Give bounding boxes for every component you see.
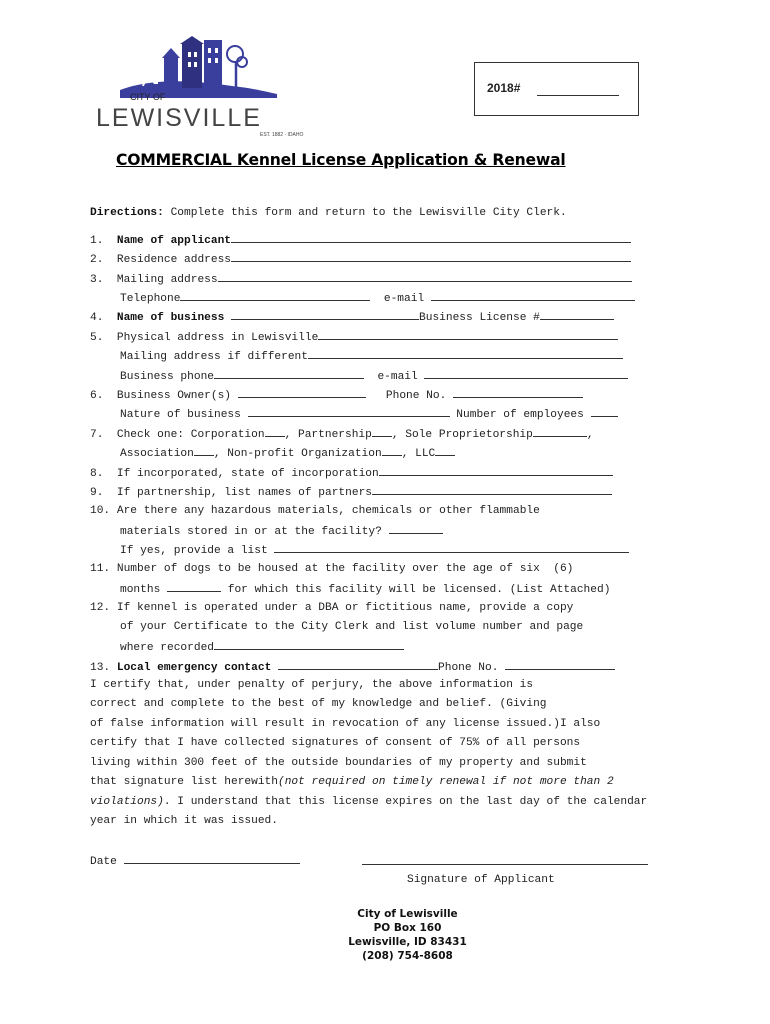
year-box [474,62,639,116]
certify-line-3: of false information will result in revocation of any license issued.)I also [90,718,601,730]
city-logo [92,34,322,138]
certify-line-5: living within 300 feet of the outside boundaries of my property and submit [90,757,587,769]
nature-row: Nature of business Number of employees [120,404,618,425]
item-3: 3. Mailing address [90,269,632,290]
signature-field[interactable] [362,852,648,865]
hazard-list-field[interactable] [274,540,629,553]
corporation-check[interactable] [265,424,285,437]
logo-city-of: CITY OF [130,92,166,102]
item-8: 8. If incorporated, state of incorporation [90,463,613,484]
item-1: 1. Name of applicant [90,230,631,251]
dogs-count-field[interactable] [167,579,221,592]
business-phone-field[interactable] [214,366,364,379]
dba-recorded-field[interactable] [214,637,404,650]
telephone-row: Telephone e-mail [120,288,635,309]
item-5: 5. Physical address in Lewisville [90,327,618,348]
item-7-cont: Association , Non-profit Organization , LLC [120,443,455,464]
item-7: 7. Check one: Corporation , Partnership , Sole Proprietorship , [90,424,594,445]
directions: Directions: Complete this form and return to the Lewisville City Clerk. [90,207,567,219]
partnership-check[interactable] [372,424,392,437]
nature-field[interactable] [248,404,450,417]
form-title: COMMERCIAL Kennel License Application & Renewal [116,151,566,169]
item-12-cont: of your Certificate to the City Clerk and list volume number and page [120,621,584,633]
date-row: Date [90,851,300,872]
item-12-recorded: where recorded [120,637,404,658]
logo-name: LEWISVILLE [96,104,262,132]
business-phone-row: Business phone e-mail [120,366,628,387]
item-2: 2. Residence address [90,249,631,270]
item-10-cont: materials stored in or at the facility? [120,521,443,542]
year-number-field[interactable] [537,95,619,96]
item-9: 9. If partnership, list names of partners [90,482,612,503]
partners-field[interactable] [372,482,612,495]
emergency-phone-field[interactable] [505,657,615,670]
mailing-diff-row: Mailing address if different [120,346,623,367]
certify-line-2: correct and complete to the best of my knowledge and belief. (Giving [90,698,547,710]
footer-phone: (208) 754-8608 [362,950,453,962]
item-6: 6. Business Owner(s) Phone No. [90,385,583,406]
business-owners-field[interactable] [238,385,366,398]
item-10-list: If yes, provide a list [120,540,629,561]
year-label: 2018# [487,81,521,95]
sole-proprietorship-check[interactable] [533,424,587,437]
state-incorporation-field[interactable] [379,463,613,476]
footer-name: City of Lewisville [357,908,458,920]
hazard-answer-field[interactable] [389,521,443,534]
physical-address-field[interactable] [318,327,618,340]
certify-line-8: year in which it was issued. [90,815,278,827]
footer-box: PO Box 160 [373,922,442,934]
nonprofit-check[interactable] [382,443,402,456]
date-field[interactable] [124,851,300,864]
certify-line-4: certify that I have collected signatures of consent of 75% of all persons [90,737,581,749]
association-check[interactable] [194,443,214,456]
residence-address-field[interactable] [231,249,631,262]
item-11-cont: months for which this facility will be licensed. (List Attached) [120,579,610,600]
employees-field[interactable] [591,404,618,417]
item-11: 11. Number of dogs to be housed at the facility over the age of six (6) [90,563,574,575]
business-license-field[interactable] [540,307,614,320]
mailing-diff-field[interactable] [308,346,623,359]
applicant-name-field[interactable] [231,230,631,243]
logo-est: EST. 1882 · IDAHO [260,132,304,138]
item-4: 4. Name of business Business License # [90,307,614,328]
certify-line-6: that signature list herewith(not required on timely renewal if not more than 2 [90,776,614,788]
llc-check[interactable] [435,443,455,456]
footer-city: Lewisville, ID 83431 [348,936,467,948]
telephone-field[interactable] [180,288,370,301]
item-12: 12. If kennel is operated under a DBA or fictitious name, provide a copy [90,602,574,614]
item-13: 13. Local emergency contact Phone No. [90,657,615,678]
business-name-field[interactable] [231,307,419,320]
item-10: 10. Are there any hazardous materials, chemicals or other flammable [90,505,540,517]
mailing-address-field[interactable] [218,269,632,282]
business-email-field[interactable] [424,366,628,379]
owner-phone-field[interactable] [453,385,583,398]
email-field[interactable] [431,288,635,301]
signature-label: Signature of Applicant [407,874,555,886]
certify-line-1: I certify that, under penalty of perjury, the above information is [90,679,534,691]
certify-line-7: violations). I understand that this license expires on the last day of the calendar [90,796,648,808]
emergency-contact-field[interactable] [278,657,438,670]
